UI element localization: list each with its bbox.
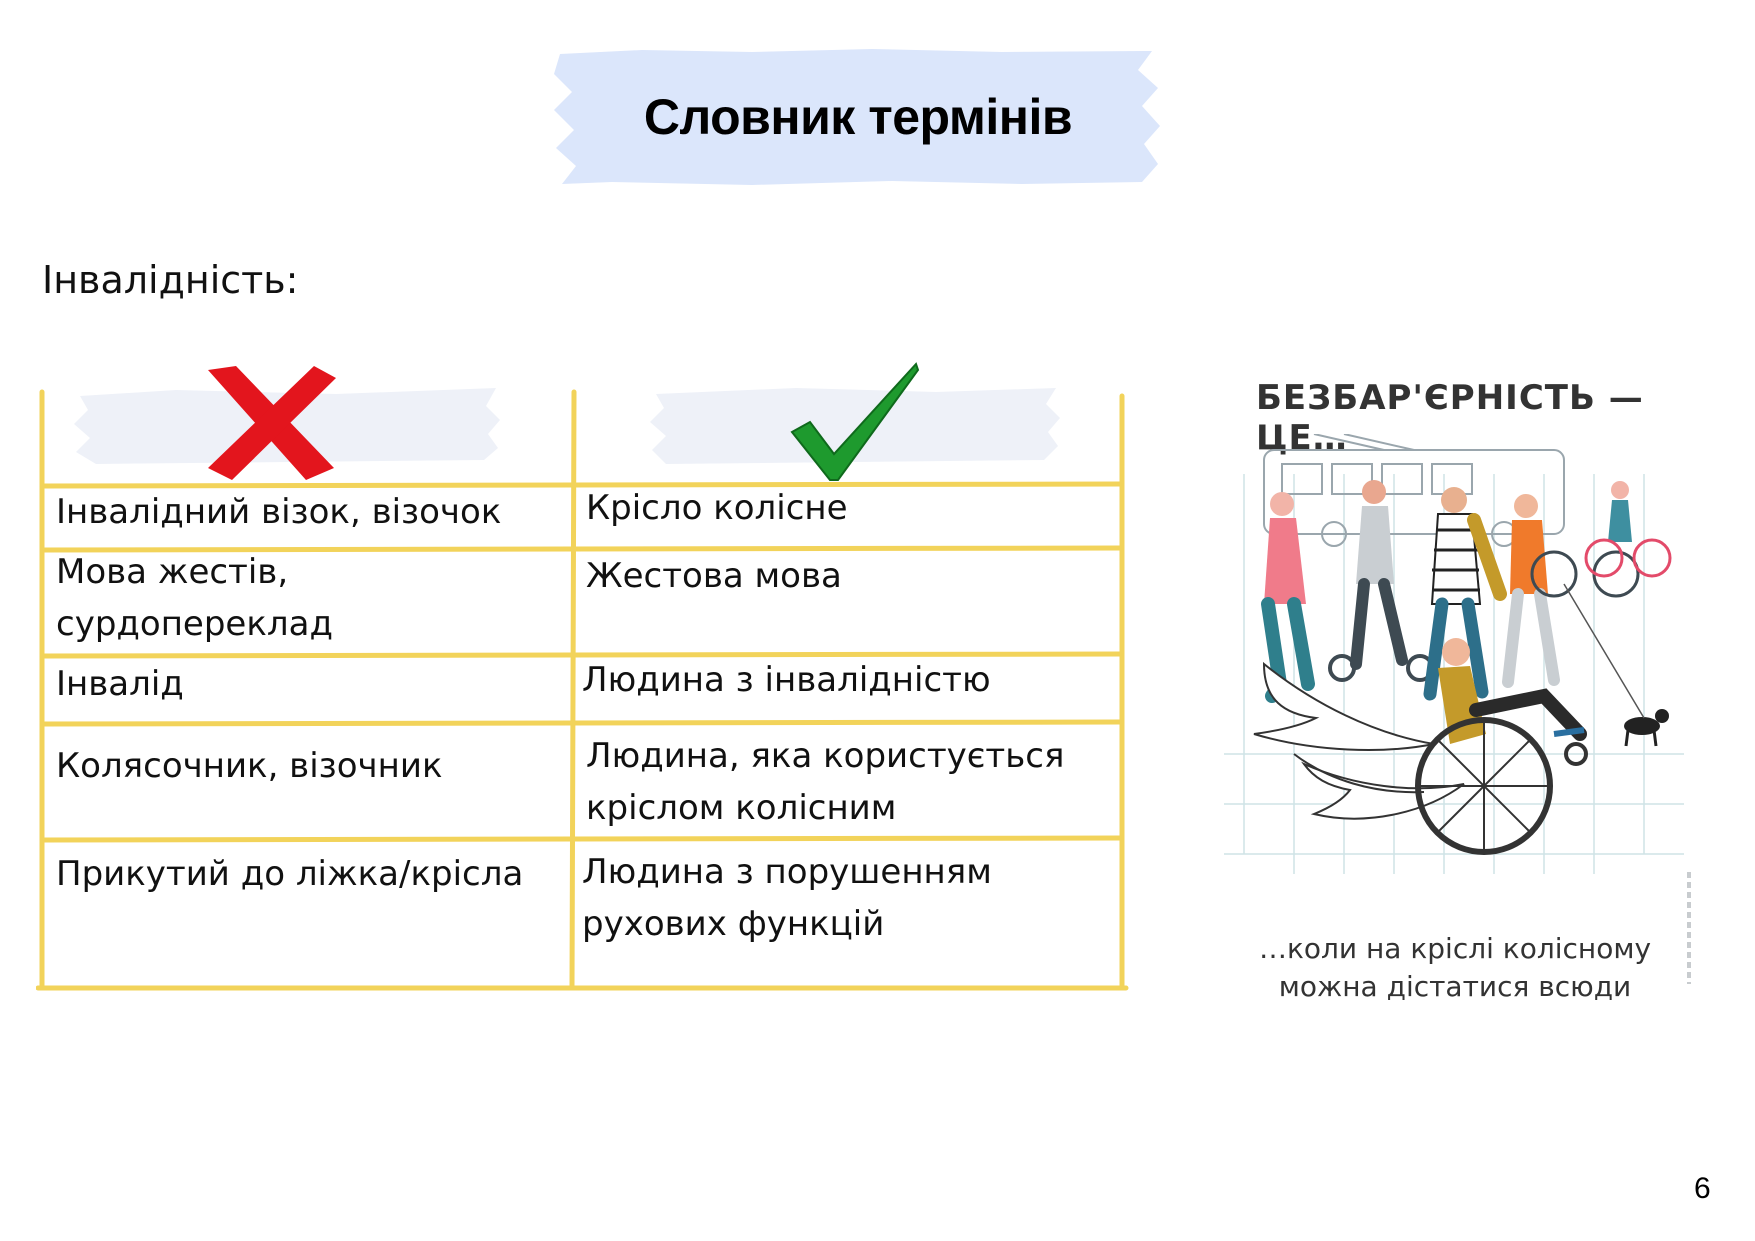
correct-term: Людина з інвалідністю <box>582 660 991 700</box>
incorrect-term: Колясочник, візочник <box>56 746 443 786</box>
city-crowd-illustration <box>1224 434 1694 924</box>
title-banner <box>552 48 1164 186</box>
correct-term: Крісло колісне <box>586 488 848 528</box>
page-number: 6 <box>1694 1172 1711 1205</box>
red-x-icon <box>202 364 338 482</box>
incorrect-term: Прикутий до ліжка/крісла <box>56 854 524 894</box>
accessibility-poster <box>1220 368 1710 1028</box>
incorrect-term: Мова жестів, сурдопереклад <box>56 552 333 644</box>
correct-term: Жестова мова <box>586 556 842 596</box>
page-title: Словник термінів <box>643 89 1073 145</box>
artist-credit-mark <box>1682 868 1696 988</box>
correct-term: Людина з порушенням рухових функцій <box>582 852 992 944</box>
incorrect-term: Інвалідний візок, візочок <box>56 492 502 532</box>
correct-term: Людина, яка користується кріслом колісним <box>586 736 1065 828</box>
section-heading: Інвалідність: <box>42 258 299 302</box>
incorrect-term: Інвалід <box>56 664 184 704</box>
poster-title: БЕЗБАР'ЄРНІСТЬ — ЦЕ… <box>1256 378 1644 458</box>
terms-table <box>36 360 1132 1000</box>
poster-caption: …коли на кріслі колісному можна дістатися всюди <box>1258 932 1652 1003</box>
green-check-icon <box>790 362 920 482</box>
